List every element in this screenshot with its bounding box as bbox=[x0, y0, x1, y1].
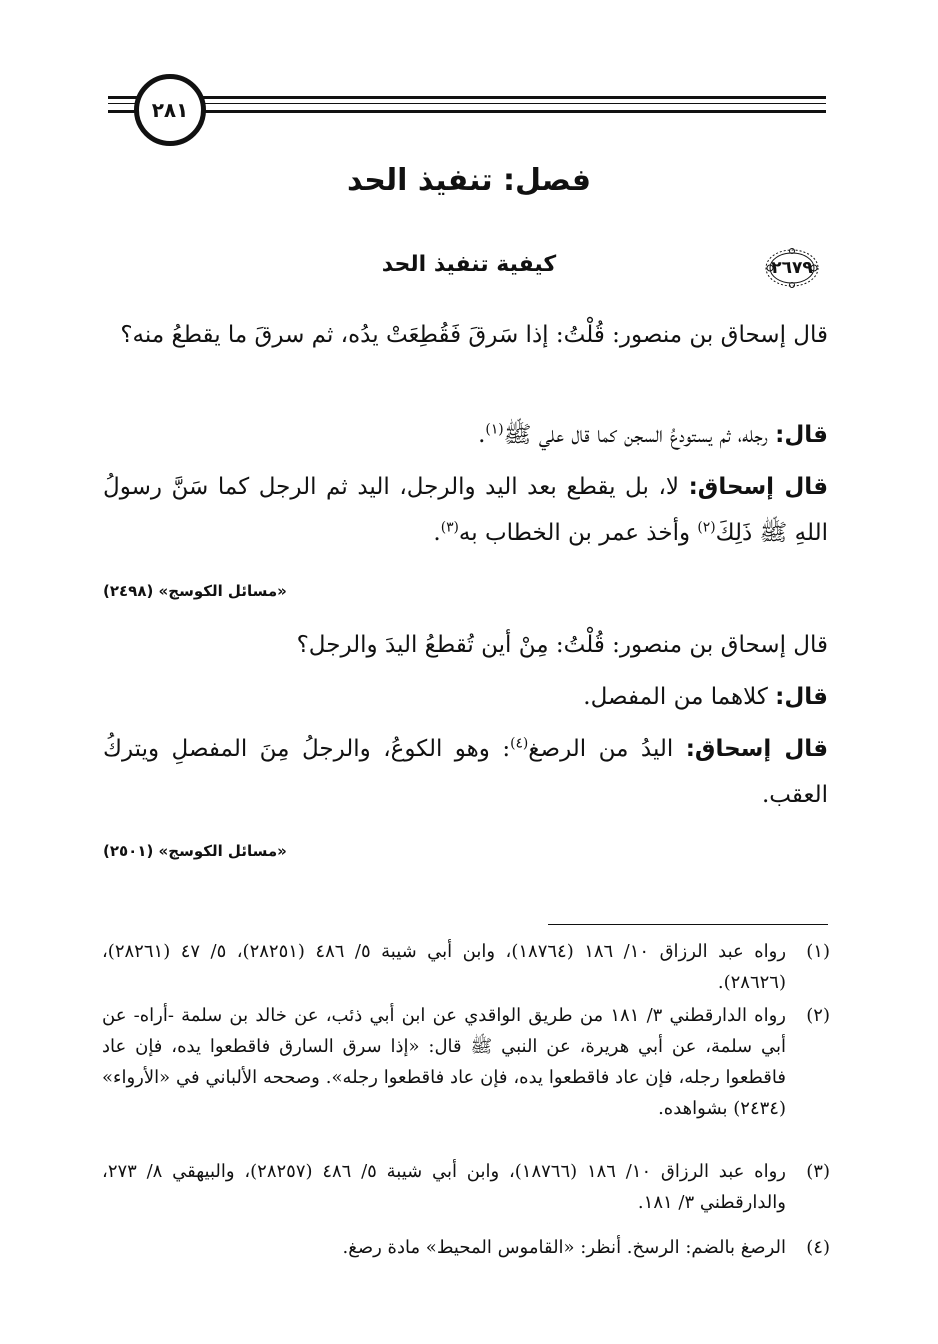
footnote-2 bbox=[102, 1000, 830, 1124]
footnote-ref-3: (٣) bbox=[440, 519, 459, 536]
footnote-number: (٤) bbox=[806, 1237, 830, 1258]
ishaq-answer-2 bbox=[103, 726, 828, 818]
answer-1-label: قال: bbox=[775, 422, 828, 448]
answer-2-label: قال: bbox=[775, 684, 828, 710]
ishaq-text-1: لا، بل يقطع بعد اليد والرجل، اليد ثم الرجل كما سَنَّ رسولُ اللهِ ﷺ ذَلِكَ bbox=[103, 474, 828, 546]
header-rule-thin bbox=[108, 103, 826, 104]
entry-number: ٢٦٧٩ bbox=[771, 258, 813, 278]
footnote-4 bbox=[102, 1232, 830, 1263]
source-citation-1: «مسائل الكوسج» (٢٤٩٨) bbox=[103, 582, 287, 600]
question-2-text: قال إسحاق بن منصور: قُلْتُ: مِنْ أين تُقطعُ اليدَ والرجل؟ bbox=[296, 632, 828, 658]
ishaq-label-2: قال إسحاق: bbox=[685, 736, 828, 762]
footnote-ref-2: (٢) bbox=[697, 519, 716, 536]
answer-1: قال: رجله، ثم يستودعُ السجن كما قال علي ﷺ$^{(١)}$. bbox=[478, 421, 828, 448]
ishaq-label-1: قال إسحاق: bbox=[688, 474, 829, 500]
header-rule bbox=[108, 96, 826, 99]
footnote-number: (٢) bbox=[806, 1005, 830, 1026]
footnote-text: رواه عبد الرزاق ١٠/ ١٨٦ (١٨٧٦٦)، وابن أبي شيبة ٥/ ٤٨٦ (٢٨٢٥٧)، والبيهقي ٨/ ٢٧٣، والدارقطني ٣/ ١٨١. bbox=[102, 1161, 786, 1213]
question-2 bbox=[103, 622, 828, 668]
ishaq-text-2: اليدُ من الرصغ bbox=[528, 736, 674, 762]
footnote-1 bbox=[102, 936, 830, 998]
ishaq-text-1b: وأخذ عمر بن الخطاب به bbox=[458, 520, 691, 546]
entry-title: كيفية تنفيذ الحد bbox=[381, 252, 557, 277]
footnote-3 bbox=[102, 1156, 830, 1218]
ishaq-text-2b: : وهو الكوعُ، والرجلُ مِنَ المفصلِ ويتركُ العقب. bbox=[103, 736, 828, 808]
question-1-text: قال إسحاق بن منصور: قُلْتُ: إذا سَرقَ فَقُطِعَتْ يدُه، ثم سرقَ ما يقطعُ منه؟ bbox=[120, 322, 828, 348]
honorific: ﷺ bbox=[503, 422, 532, 448]
footnote-separator bbox=[548, 924, 828, 925]
section-title: فصل: تنفيذ الحد bbox=[346, 163, 592, 198]
footnote-number: (٣) bbox=[806, 1161, 830, 1182]
footnote-text: الرصغ بالضم: الرسخ. أنظر: «القاموس المحيط» مادة رصغ. bbox=[342, 1237, 786, 1258]
footnote-ref-1: (١) bbox=[485, 421, 504, 438]
page-number: ٢٨١ bbox=[134, 74, 206, 146]
footnote-text: رواه الدارقطني ٣/ ١٨١ من طريق الواقدي عن ابن أبي ذئب، عن خالد بن سلمة -أراه- عن أبي سلمة، عن أبي هريرة، عن النبي ﷺ قال: «إذا سرق السارق فاقطعوا يده، فإن عاد فاقطعوا رجله، فإن عاد فاقطعوا يده، فإن عاد فاقطعوا رجله». وصححه الألباني في «الأرواء» (٢٤٣٤) بشواهده. bbox=[102, 1005, 786, 1119]
footnote-ref-4: (٤) bbox=[510, 735, 529, 752]
header-rule-bottom bbox=[108, 110, 826, 113]
source-citation-2: «مسائل الكوسج» (٢٥٠١) bbox=[103, 842, 287, 860]
footnote-text: رواه عبد الرزاق ١٠/ ١٨٦ (١٨٧٦٤)، وابن أبي شيبة ٥/ ٤٨٦ (٢٨٢٥١)، ٥/ ٤٧ (٢٨٢٦١)، (٢٨٦٢٦). bbox=[102, 941, 787, 993]
answer-2 bbox=[103, 674, 828, 720]
answer-2-text: كلاهما من المفصل. bbox=[583, 684, 768, 710]
answer-1-text: رجله، ثم يستودعُ السجن كما قال علي bbox=[538, 422, 768, 448]
question-1 bbox=[103, 312, 828, 358]
ishaq-answer-1: قال إسحاق: لا، بل يقطع بعد اليد والرجل، اليد ثم الرجل كما سَنَّ رسولُ اللهِ ﷺ ذَلِكَ$^{(٢)}$ وأخذ عمر بن الخطاب به$^{(٣)}$. bbox=[103, 474, 829, 546]
footnote-number: (١) bbox=[806, 941, 830, 962]
